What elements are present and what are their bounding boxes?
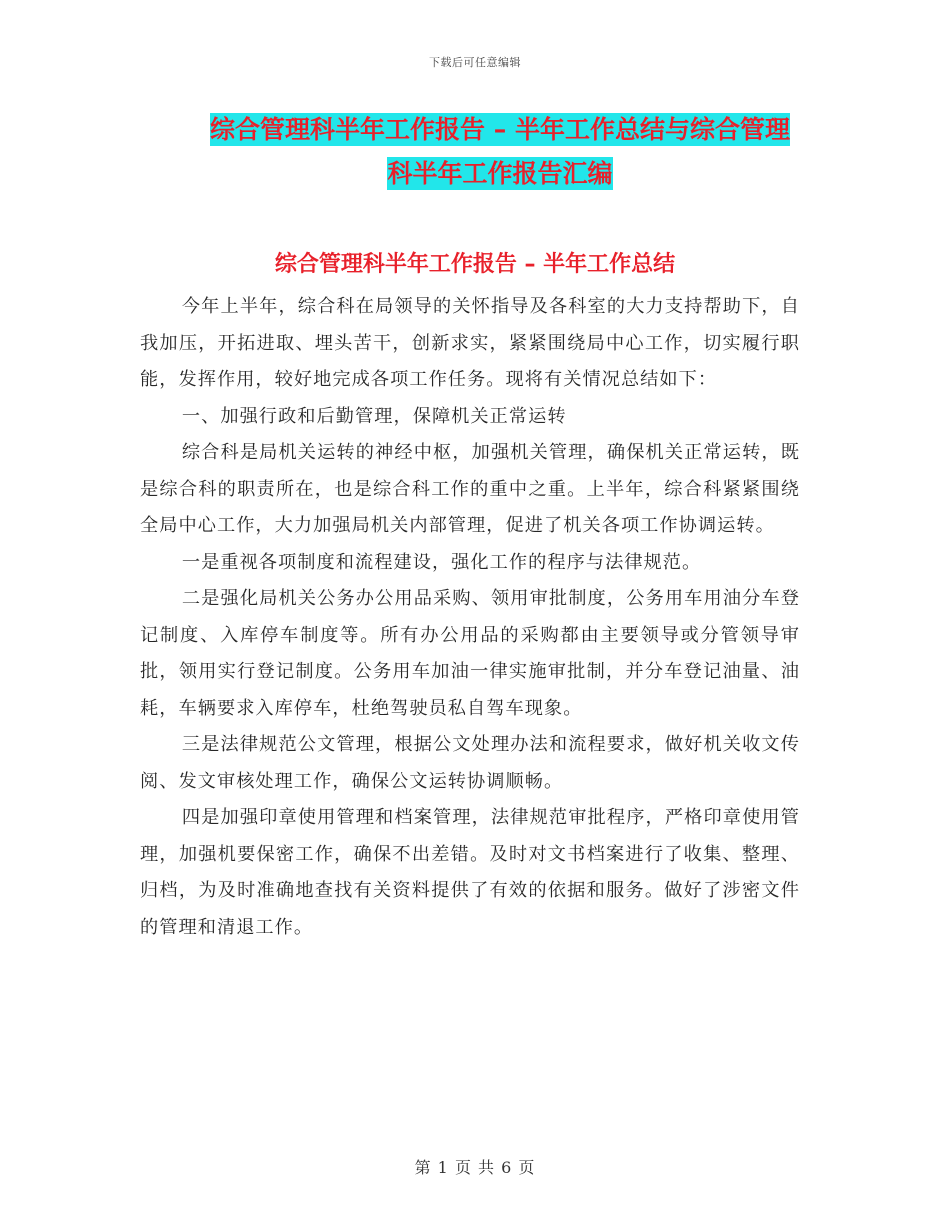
page-number-footer: 第 1 页 共 6 页 bbox=[414, 1158, 536, 1177]
paragraph-heading-1: 一、加强行政和后勤管理，保障机关正常运转 bbox=[181, 405, 567, 427]
paragraph-intro: 今年上半年，综合科在局领导的关怀指导及各科室的大力支持帮助下，自我加压，开拓进取、埋头苦干，创新求实，紧紧围绕局中心工作，切实履行职能，发挥作用，较好地完成各项工作任务。现将有关情况总结如下： bbox=[140, 296, 800, 390]
section-title: 综合管理科半年工作报告 – 半年工作总结 bbox=[274, 252, 676, 277]
paragraph-point-3: 三是法律规范公文管理，根据公文处理办法和流程要求，做好机关收文传阅、发文审核处理工作，确保公文运转协调顺畅。 bbox=[140, 734, 800, 792]
paragraph-point-1: 一是重视各项制度和流程建设，强化工作的程序与法律规范。 bbox=[181, 551, 702, 573]
document-title-line-2: 科半年工作报告汇编 bbox=[387, 159, 613, 188]
paragraph: 综合科是局机关运转的神经中枢，加强机关管理，确保机关正常运转，既是综合科的职责所在，也是综合科工作的重中之重。上半年，综合科紧紧围绕全局中心工作，大力加强局机关内部管理，促进了机关各项工作协调运转。 bbox=[140, 442, 800, 536]
document-title-line-1: 综合管理科半年工作报告 – 半年工作总结与综合管理 bbox=[210, 115, 790, 144]
paragraph-point-4: 四是加强印章使用管理和档案管理，法律规范审批程序，严格印章使用管理，加强机要保密工作，确保不出差错。及时对文书档案进行了收集、整理、归档，为及时准确地查找有关资料提供了有效的依据和服务。做好了涉密文件的管理和清退工作。 bbox=[140, 807, 800, 938]
document-title bbox=[150, 108, 850, 196]
document-body bbox=[140, 289, 800, 946]
paragraph-point-2: 二是强化局机关公务办公用品采购、领用审批制度，公务用车用油分车登记制度、入库停车制度等。所有办公用品的采购都由主要领导或分管领导审批，领用实行登记制度。公务用车加油一律实施审批制，并分车登记油量、油耗，车辆要求入库停车，杜绝驾驶员私自驾车现象。 bbox=[140, 588, 800, 719]
header-note: 下载后可任意编辑 bbox=[429, 56, 521, 69]
